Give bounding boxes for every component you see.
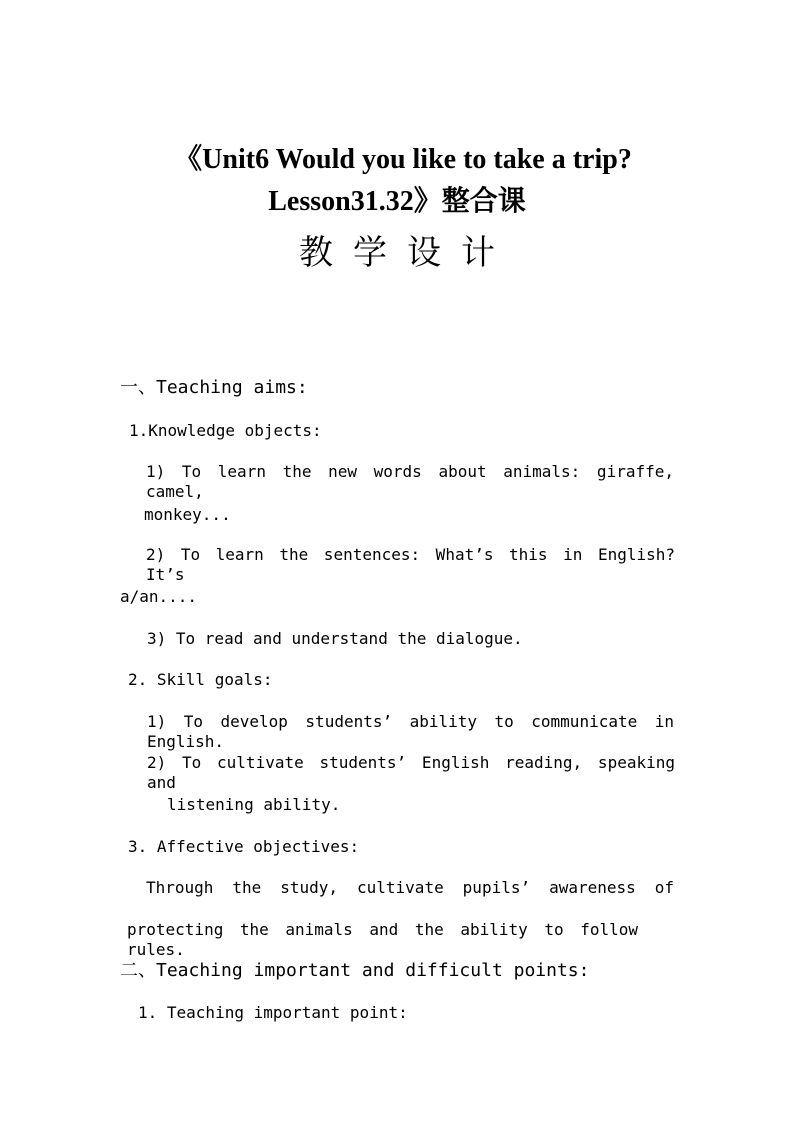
section2-item1: 1. Teaching important point:	[138, 1003, 408, 1022]
affective-objectives-label: 3. Affective objectives:	[128, 837, 360, 856]
document-title-line1: 《Unit6 Would you like to take a trip?	[174, 144, 632, 175]
skill-goals-label: 2. Skill goals:	[128, 670, 273, 689]
knowledge-objects-label: 1.Knowledge objects:	[129, 421, 322, 440]
document-title-line3: 教学设计	[299, 233, 515, 273]
knowledge-item2-line1: 2) To learn the sentences: What’s this in English? It’s	[146, 545, 675, 584]
document-title-line2: Lesson31.32》整合课	[268, 186, 526, 217]
skill-item1: 1) To develop students’ ability to communicate in English.	[147, 712, 674, 751]
skill-item2-line2: listening ability.	[167, 795, 341, 814]
affective-text-line1: Through the study, cultivate pupils’ awareness of	[146, 878, 674, 897]
knowledge-item2-line2: a/an....	[120, 587, 198, 606]
section1-heading: 一、Teaching aims:	[120, 377, 308, 398]
knowledge-item1-line1: 1) To learn the new words about animals: giraffe, camel,	[146, 462, 674, 501]
skill-item2-line1: 2) To cultivate students’ English reading, speaking and	[147, 753, 675, 792]
knowledge-item1-line2: monkey...	[144, 505, 231, 524]
section2-heading: 二、Teaching important and difficult points:	[120, 960, 590, 981]
knowledge-item3: 3) To read and understand the dialogue.	[147, 629, 523, 648]
affective-text-line2: protecting the animals and the ability to follow rules.	[127, 920, 638, 959]
